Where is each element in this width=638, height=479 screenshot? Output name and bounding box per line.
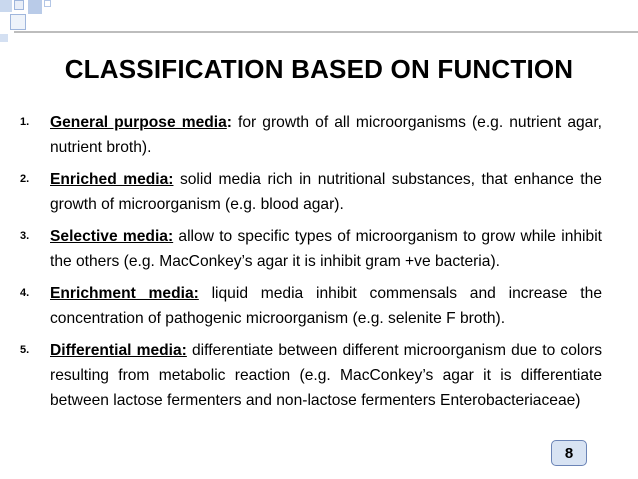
slide-title: CLASSIFICATION BASED ON FUNCTION [64,54,574,84]
page-number: 8 [564,444,574,462]
item-term: Differential media: [50,342,187,359]
item-number: 5. [20,344,30,356]
item-text: differentiate between different microorganism due to colors resulting from metabolic reaction (e.g. MacConkey’s agar it is differentiate between lactose fermenters and non-lactose fermenters Enterobacteriaceae) [50,342,602,409]
item-text: solid media rich in nutritional substances, that enhance the growth of microorganism (e.g. blood agar). [50,171,602,213]
item-text: for growth of all microorganisms (e.g. nutrient agar, nutrient broth). [50,114,602,156]
decor-square [14,0,24,10]
item-number: 4. [20,287,30,299]
item-number: 3. [20,230,30,242]
item-term: Enriched media: [50,171,174,188]
list-item [20,167,602,217]
item-text: liquid media inhibit commensals and increase the concentration of pathogenic microorganism (e.g. selenite F broth). [50,285,602,327]
item-term: Enrichment media: [50,285,199,302]
decor-square [0,0,12,12]
item-term: General purpose media [50,114,227,131]
decor-square [44,0,51,7]
decor-square [28,0,42,14]
list-item [20,338,602,413]
page-number-badge [551,440,587,466]
decor-square [0,34,8,42]
item-number: 2. [20,173,30,185]
list-item [20,110,602,160]
decor-square [10,14,26,30]
top-rule [14,31,638,33]
item-text: allow to specific types of microorganism to grow while inhibit the others (e.g. MacConkey’s agar it is inhibit gram +ve bacteria). [50,228,602,270]
item-number: 1. [20,116,30,128]
item-colon: : [226,114,232,131]
list-item [20,224,602,274]
media-list [20,110,602,420]
list-item [20,281,602,331]
item-term: Selective media: [50,228,174,245]
